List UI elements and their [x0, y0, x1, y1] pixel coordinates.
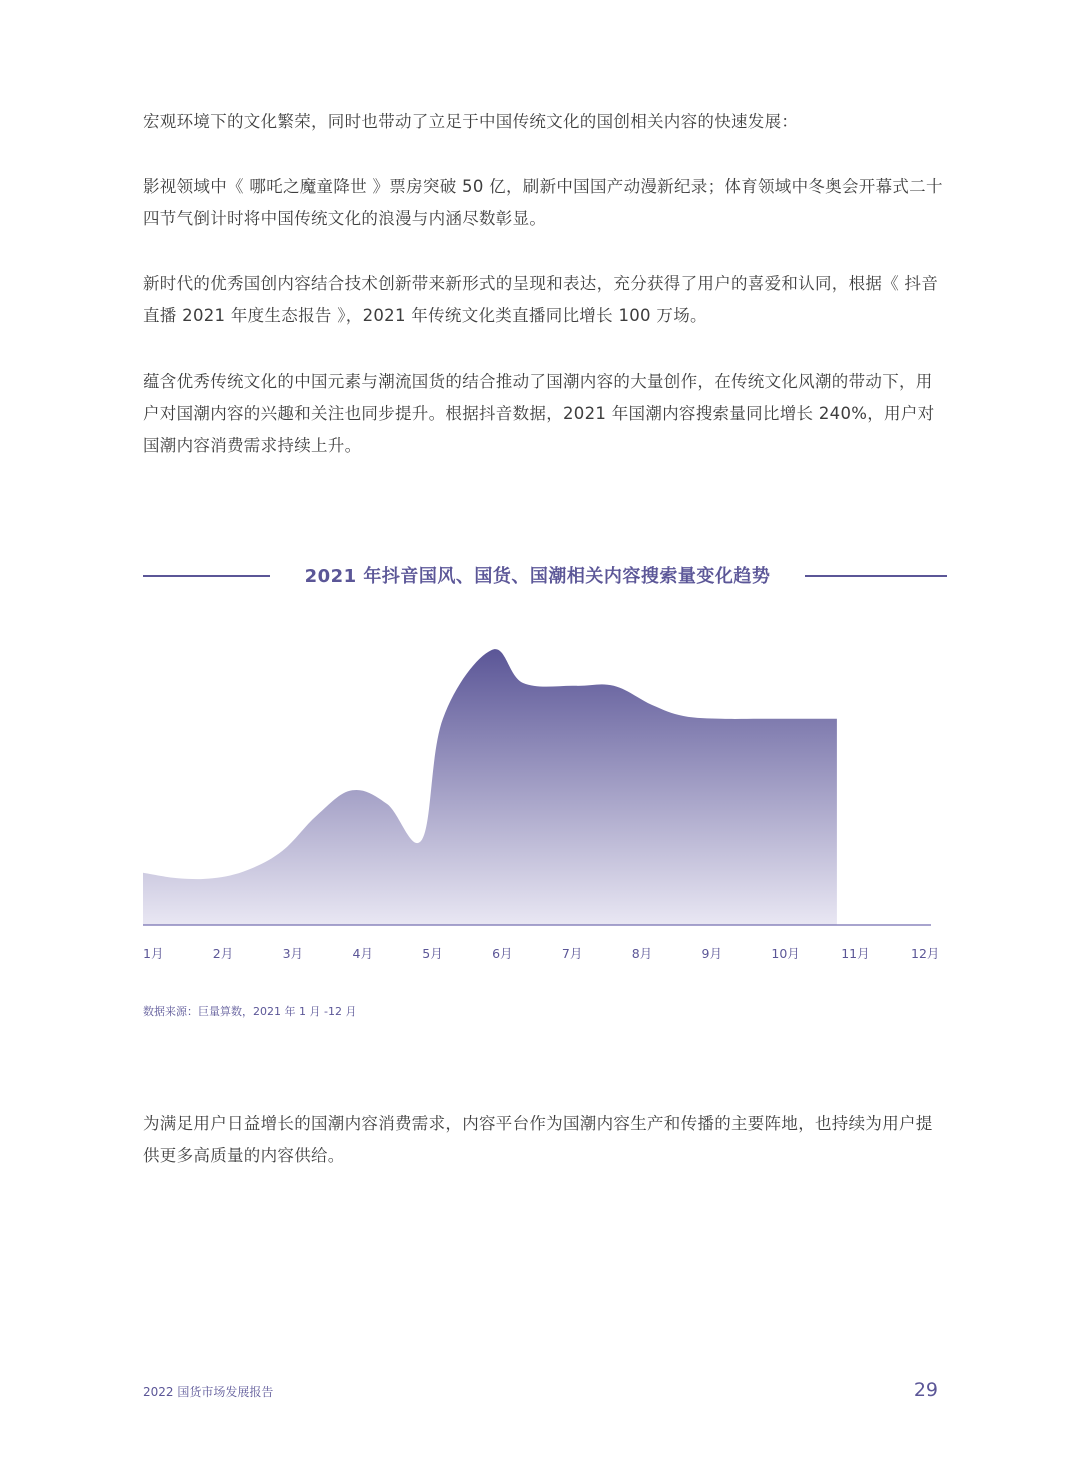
- x-tick-label: 12月: [911, 946, 940, 961]
- x-tick-label: 1月: [143, 946, 164, 961]
- series-area-search-volume: [143, 649, 837, 925]
- page-number: 29: [913, 1379, 938, 1401]
- x-tick-label: 6月: [492, 946, 513, 961]
- x-tick-label: 8月: [631, 946, 653, 961]
- x-tick-label: 3月: [282, 946, 304, 961]
- paragraph-live-stream: 新时代的优秀国创内容结合技术创新带来新形式的呈现和表达，充分获得了用户的喜爱和认同，根据《 抖音直播 2021 年度生态报告 》，2021 年传统文化类直播同比增长 100 万场。: [143, 274, 939, 325]
- data-source-note: 数据来源：巨量算数，2021 年 1 月 -12 月: [143, 1005, 357, 1018]
- paragraph-intro: 宏观环境下的文化繁荣，同时也带动了立足于中国传统文化的国创相关内容的快速发展：: [143, 112, 799, 131]
- x-tick-label: 4月: [352, 946, 373, 961]
- paragraph-search-growth: 蕴含优秀传统文化的中国元素与潮流国货的结合推动了国潮内容的大量创作，在传统文化风潮的带动下，用户对国潮内容的兴趣和关注也同步提升。根据抖音数据，2021 年国潮内容搜索量同比增长 240%，用户对国潮内容消费需求持续上升。: [143, 372, 935, 455]
- paragraph-platform: 为满足用户日益增长的国潮内容消费需求，内容平台作为国潮内容生产和传播的主要阵地，也持续为用户提供更多高质量的内容供给。: [143, 1114, 933, 1165]
- x-tick-label: 10月: [771, 946, 800, 961]
- x-tick-label: 5月: [422, 946, 443, 961]
- footer-report-title: 2022 国货市场发展报告: [143, 1385, 274, 1399]
- x-tick-label: 2月: [212, 946, 234, 961]
- x-tick-label: 9月: [701, 946, 722, 961]
- paragraph-film-sports: 影视领域中《 哪吒之魔童降世 》票房突破 50 亿，刷新中国国产动漫新纪录；体育领域中冬奥会开幕式二十四节气倒计时将中国传统文化的浪漫与内涵尽数彰显。: [143, 177, 943, 228]
- x-tick-label: 11月: [841, 946, 870, 961]
- chart-title: 2021 年抖音国风、国货、国潮相关内容搜索量变化趋势: [304, 566, 771, 587]
- x-tick-label: 7月: [561, 946, 583, 961]
